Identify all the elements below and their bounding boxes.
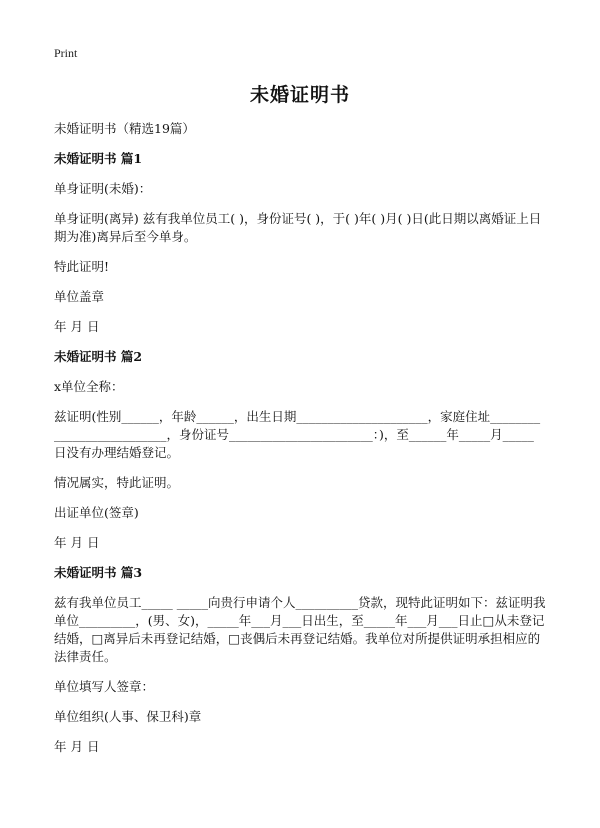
paragraph: 兹有我单位员工_____ _____向贵行申请个人__________贷款，现特此证明如下：兹证明我单位_________，(男、女)，_____年___月___日出生，至_____年___月___日止□从未登记结婚，□离异后未再登记结婚，□丧偶后未再登记结婚。我单位对所提供证明承担相应的法律责任。 (54, 595, 546, 664)
document-subtitle: 未婚证明书（精选19篇） (54, 121, 195, 136)
section-3 (54, 564, 546, 756)
paragraph: 年 月 日 (54, 535, 100, 550)
paragraph: x单位全称： (54, 379, 124, 394)
paragraph: 单位填写人签章： (54, 679, 155, 694)
document-body (54, 120, 546, 768)
paragraph: 单身证明(未婚)： (54, 181, 152, 196)
print-link[interactable]: Print (54, 46, 78, 60)
paragraph: 单位组织(人事、保卫科)章 (54, 709, 202, 724)
paragraph: 出证单位(签章) (54, 505, 139, 520)
paragraph: 年 月 日 (54, 319, 100, 334)
paragraph: 情况属实，特此证明。 (54, 475, 180, 490)
section-2 (54, 348, 546, 552)
paragraph: 年 月 日 (54, 739, 100, 754)
paragraph: 单位盖章 (54, 289, 105, 304)
paragraph: 特此证明! (54, 259, 110, 274)
section-heading: 未婚证明书 篇3 (54, 565, 143, 580)
document-title: 未婚证明书 (249, 84, 350, 106)
section-heading: 未婚证明书 篇1 (54, 151, 143, 166)
section-heading: 未婚证明书 篇2 (54, 349, 143, 364)
paragraph: 单身证明(离异) 兹有我单位员工( )，身份证号( )，于( )年( )月( )日(此日期以离婚证上日期为准)离异后至今单身。 (54, 211, 542, 244)
section-1 (54, 150, 546, 336)
paragraph: 兹证明(性别______，年龄______，出生日期_____________________，家庭住址__________________________，身份证号_______________________：)，至______年_____月_____日没有办理结婚登记。 (54, 409, 541, 460)
